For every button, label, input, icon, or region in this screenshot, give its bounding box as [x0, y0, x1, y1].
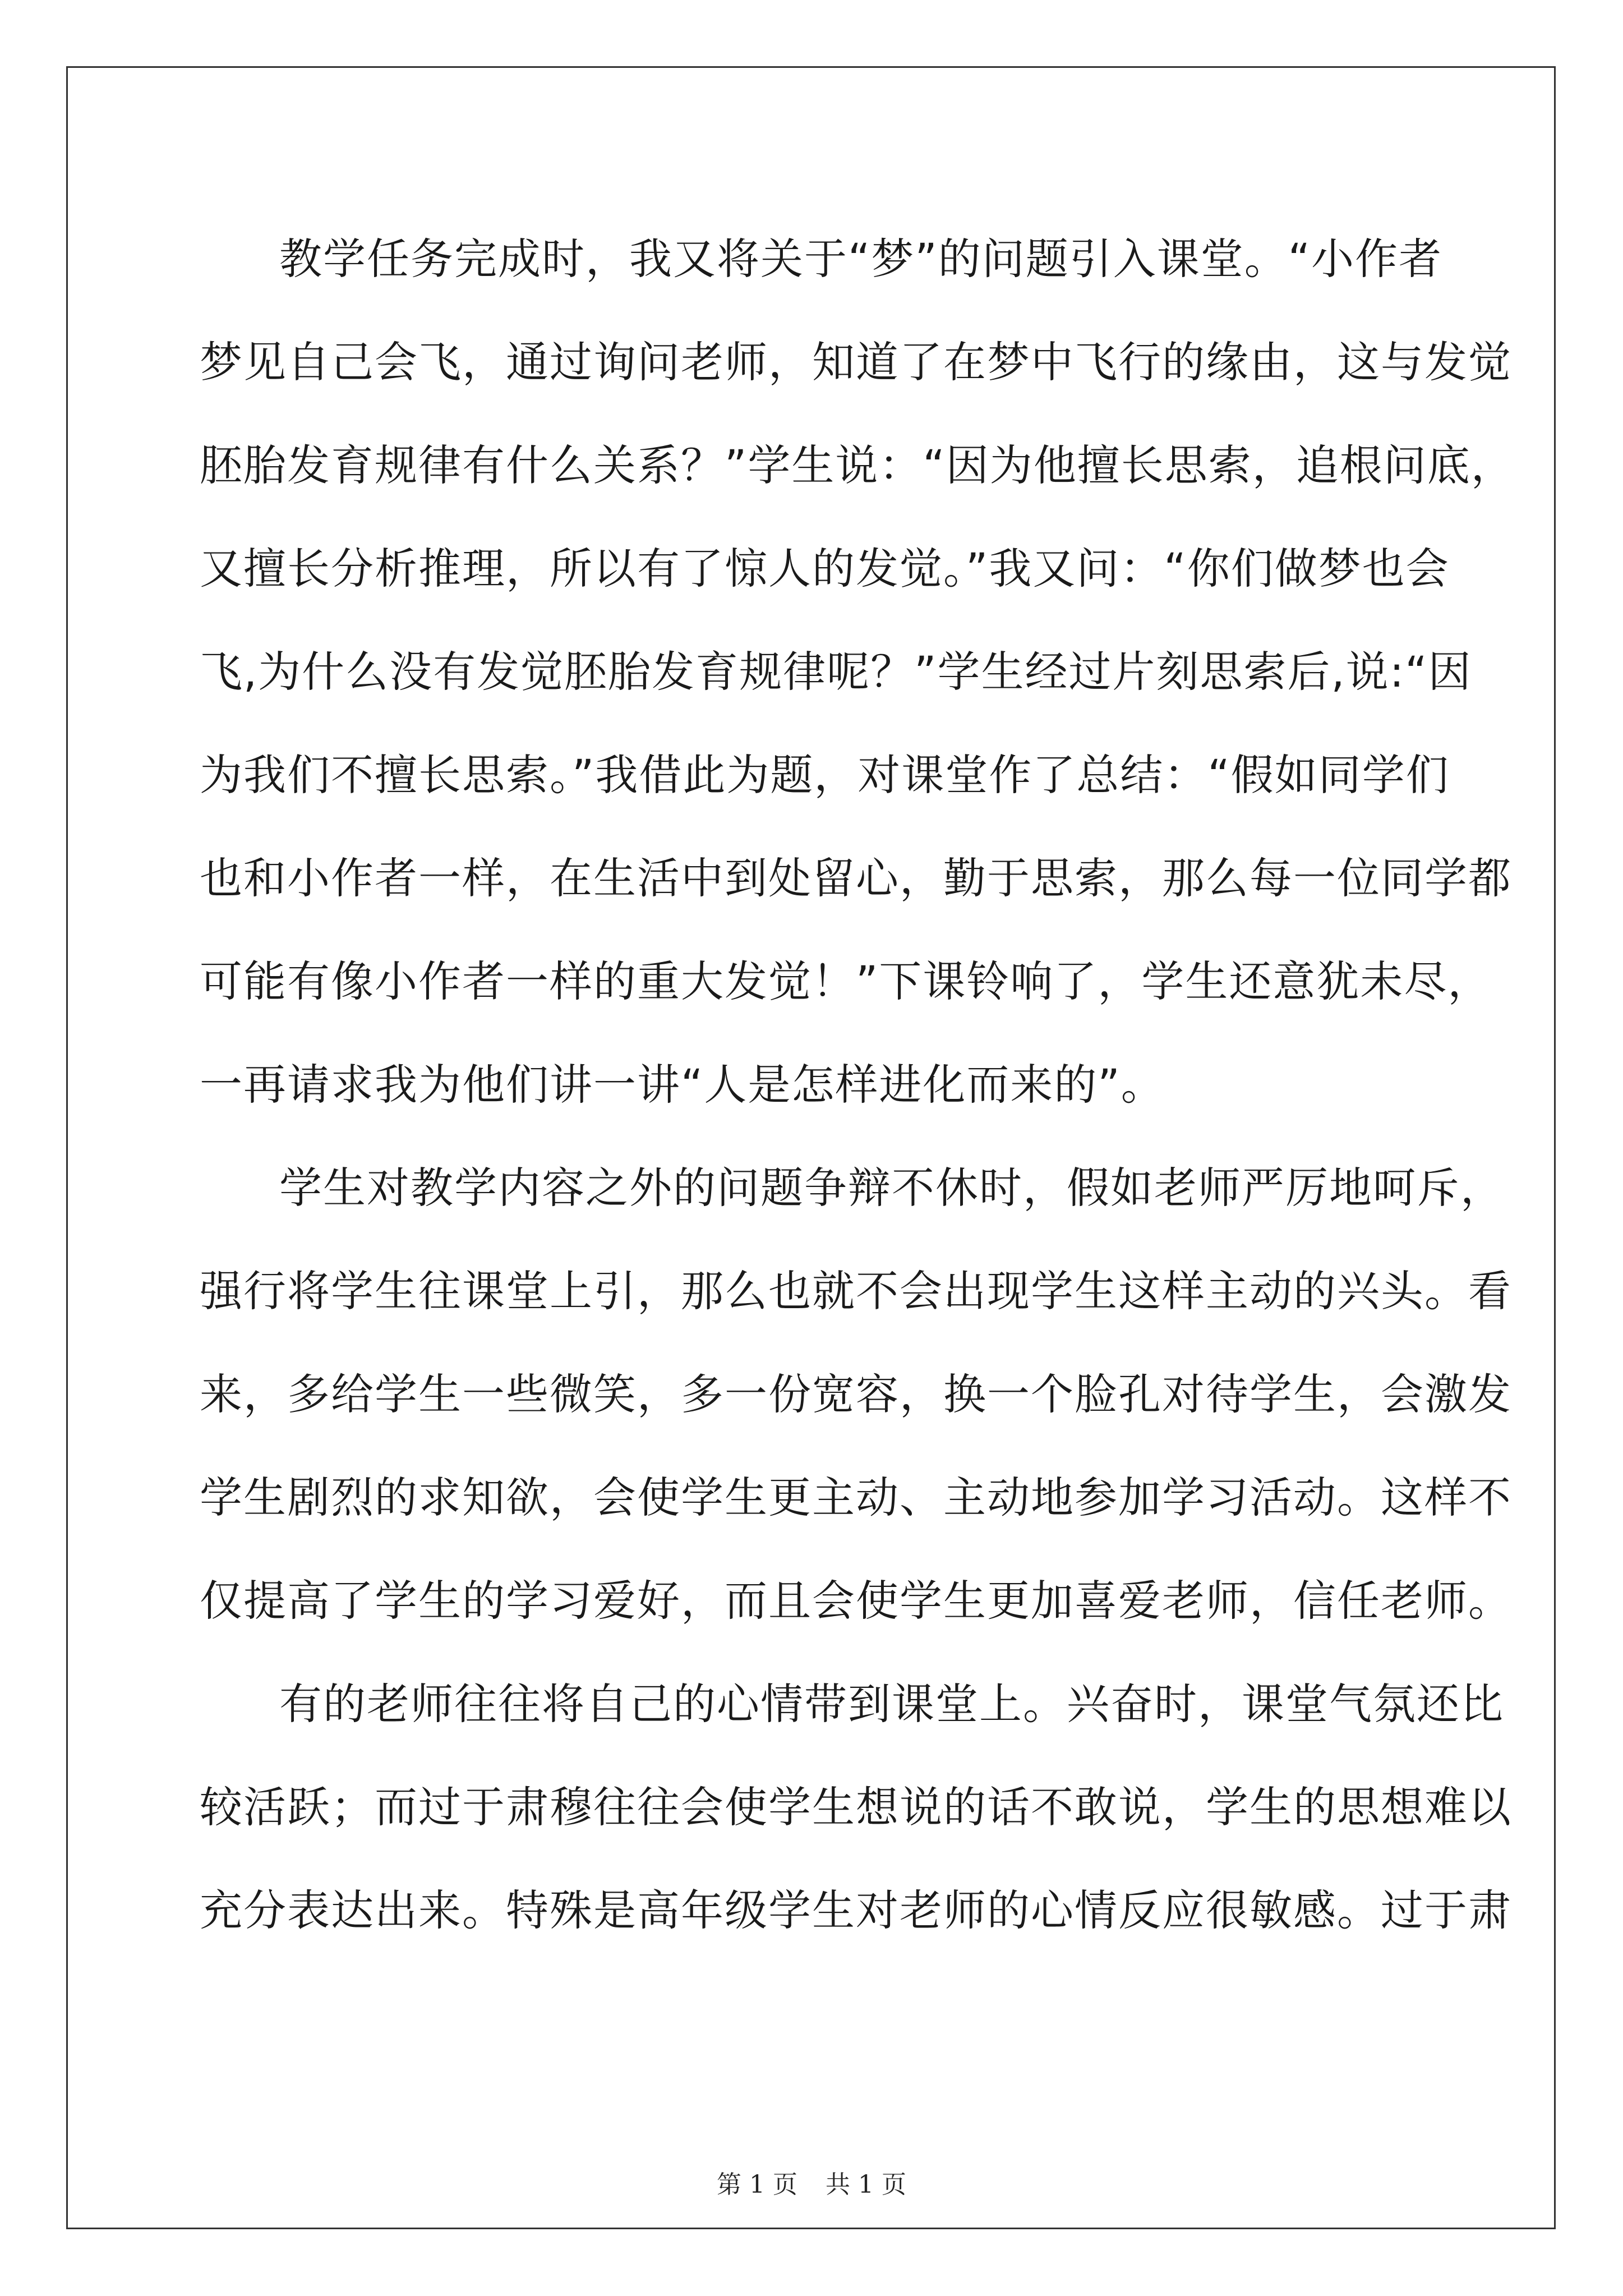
paragraph-3 [200, 1653, 1512, 1962]
text-line: 有的老师往往将自己的心情带到课堂上。兴奋时，课堂气氛还比 [279, 1679, 1504, 1729]
page-footer [0, 2164, 1623, 2200]
page-number: 第 1 页 [717, 2170, 797, 2199]
text-line: 较活跃；而过于肃穆往往会使学生想说的话不敢说，学生的思想难以 [200, 1782, 1512, 1832]
page-total: 共 1 页 [826, 2170, 906, 2199]
text-line: 梦见自己会飞，通过询问老师，知道了在梦中飞行的缘由，这与发觉 [200, 337, 1512, 387]
text-line: 胚胎发育规律有什么关系？”学生说：“因为他擅长思索，追根问底， [200, 440, 1515, 490]
text-line: 学生对教学内容之外的问题争辩不休时，假如老师严厉地呵斥， [279, 1163, 1504, 1213]
text-line: 教学任务完成时，我又将关于“梦”的问题引入课堂。“小作者 [279, 234, 1443, 284]
text-line: 仅提高了学生的学习爱好，而且会使学生更加喜爱老师，信任老师。 [200, 1576, 1512, 1626]
text-line: 飞,为什么没有发觉胚胎发育规律呢？”学生经过片刻思索后,说:“因 [200, 647, 1472, 697]
text-line: 强行将学生往课堂上引，那么也就不会出现学生这样主动的兴头。看 [200, 1266, 1512, 1316]
text-line: 也和小作者一样，在生活中到处留心，勤于思索，那么每一位同学都 [200, 853, 1512, 903]
text-line: 一再请求我为他们讲一讲“人是怎样进化而来的”。 [200, 1060, 1165, 1110]
paragraph-2 [200, 1137, 1512, 1653]
text-line: 充分表达出来。特殊是高年级学生对老师的心情反应很敏感。过于肃 [200, 1885, 1512, 1935]
document-body [200, 208, 1515, 1962]
paragraph-1 [200, 208, 1515, 1137]
text-line: 来，多给学生一些微笑，多一份宽容，换一个脸孔对待学生，会激发 [200, 1369, 1512, 1419]
text-line: 为我们不擅长思索。”我借此为题，对课堂作了总结：“假如同学们 [200, 750, 1450, 800]
text-line: 又擅长分析推理，所以有了惊人的发觉。”我又问：“你们做梦也会 [200, 544, 1450, 593]
text-line: 学生剧烈的求知欲，会使学生更主动、主动地参加学习活动。这样不 [200, 1473, 1512, 1522]
text-line: 可能有像小作者一样的重大发觉！”下课铃响了，学生还意犹未尽， [200, 956, 1492, 1006]
